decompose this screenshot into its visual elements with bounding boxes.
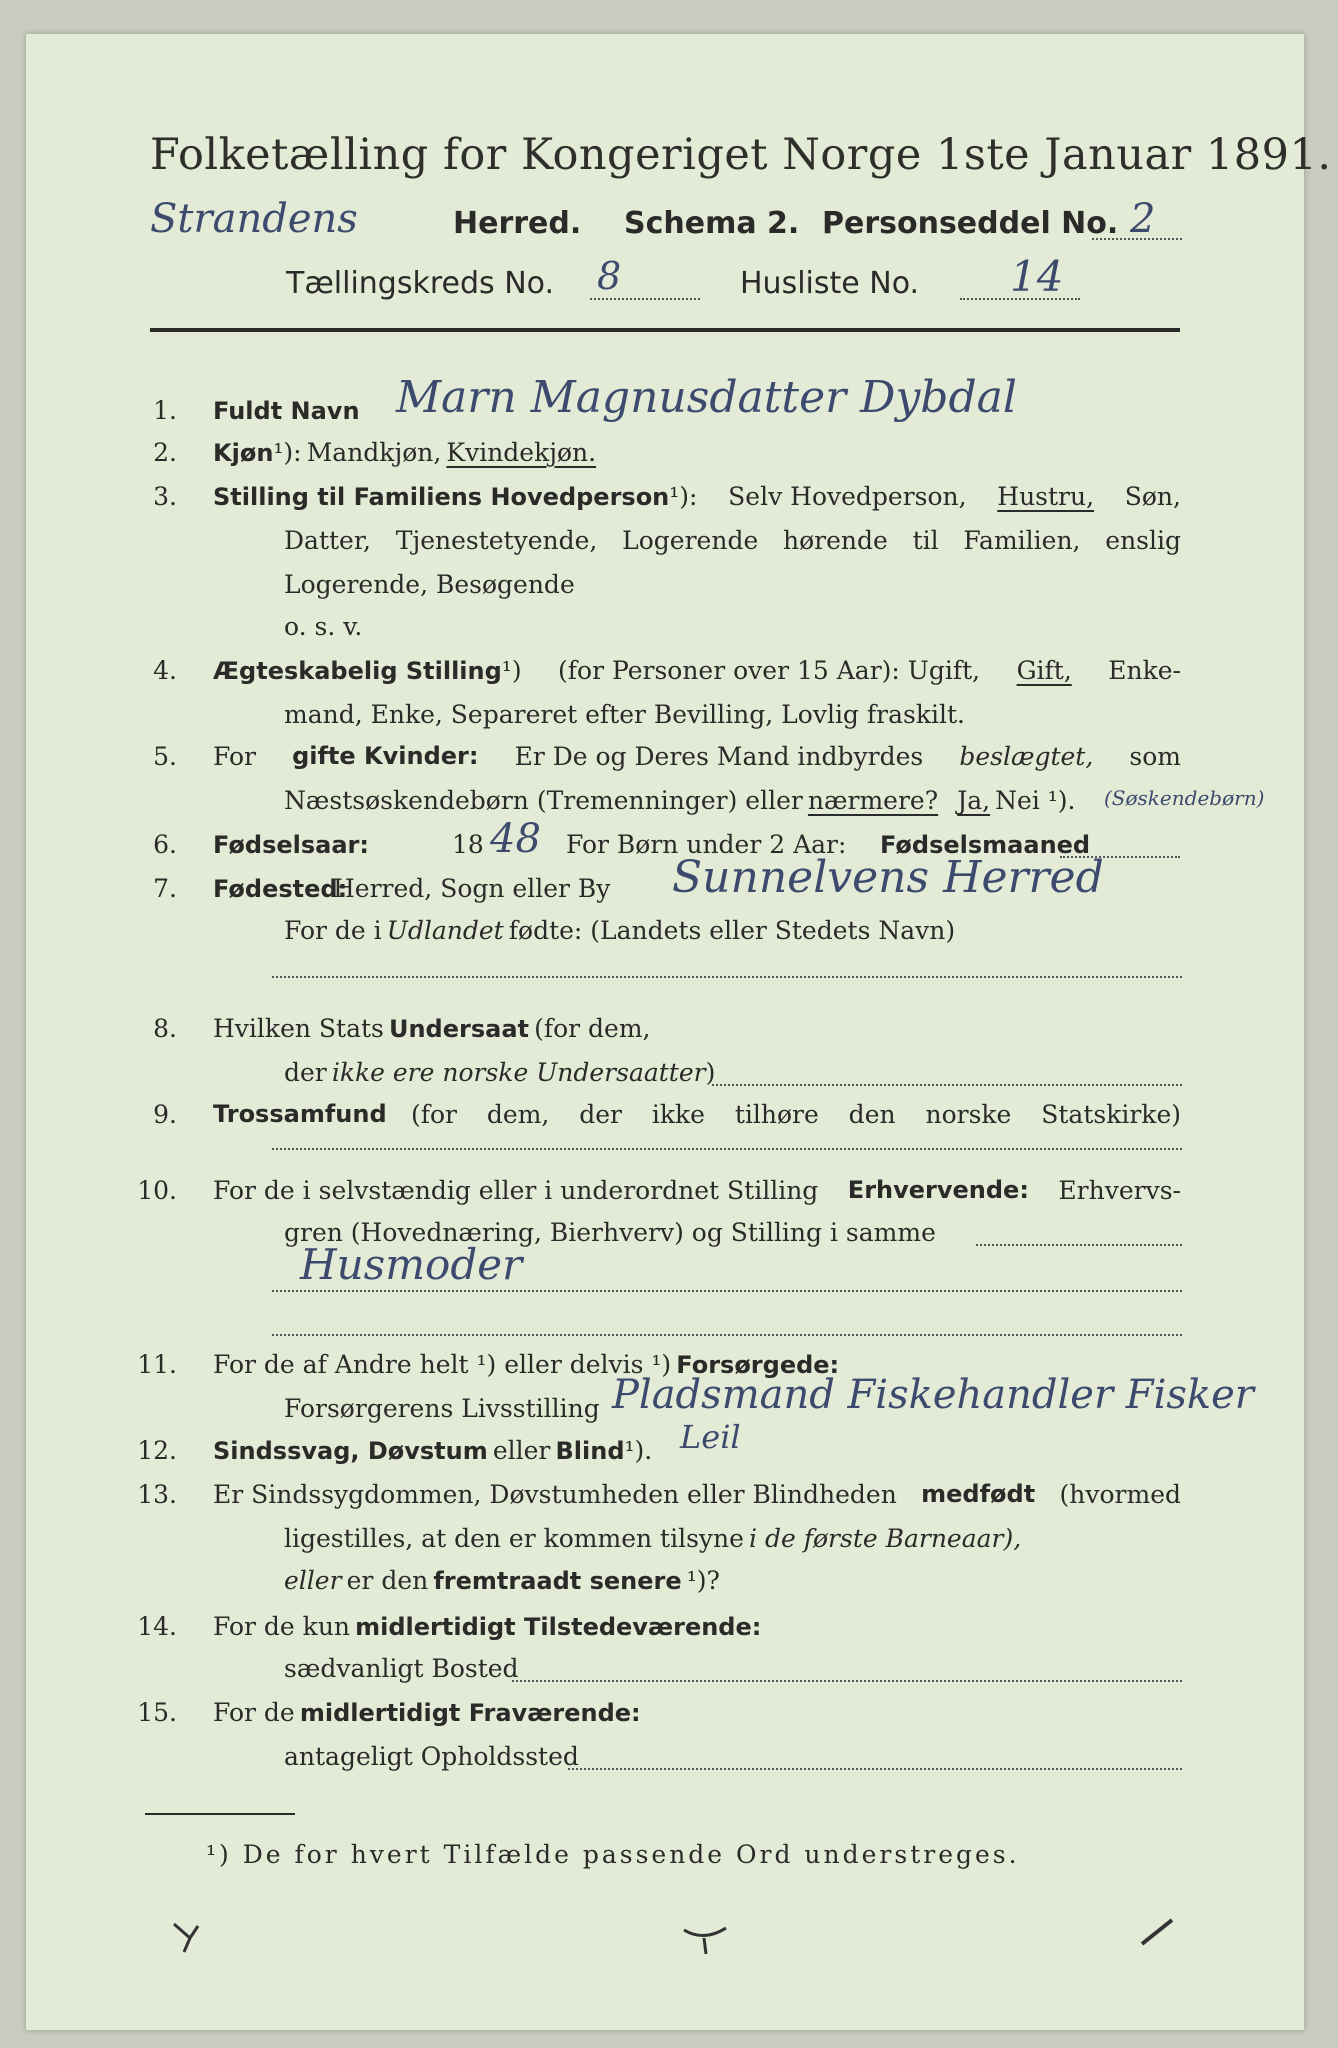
q12-label: Sindssvag, Døvstum (213, 1437, 488, 1465)
footnote-rule (145, 1813, 295, 1815)
q8-line-2 (284, 1058, 715, 1087)
q13-italic-2: eller (284, 1566, 342, 1595)
q8-text-l2b: ) (705, 1058, 716, 1087)
q3-line-4: o. s. v. (284, 612, 363, 641)
q6-label: Fødselsaar: (213, 831, 369, 859)
personseddel-number-handwritten: 2 (1130, 196, 1156, 242)
kreds-number-handwritten: 8 (597, 254, 622, 298)
question-number: 11. (137, 1350, 177, 1379)
q14-line-1 (213, 1612, 761, 1641)
q13-text-l3a: er den (346, 1566, 429, 1595)
herred-label: Herred. (453, 206, 582, 241)
q5-text-a: For (213, 742, 256, 771)
header-rule (150, 328, 1180, 332)
q5-line-1 (213, 742, 1181, 771)
footnote: ¹) De for hvert Tilfælde passende Ord understreges. (206, 1840, 1020, 1869)
dotted-line (272, 1334, 1182, 1336)
q8-bold: Undersaat (388, 1015, 529, 1043)
q3-option-hustru-underlined: Hustru, (997, 482, 1095, 511)
q7-text-l2b: fødte: (Landets eller Stedets Navn) (508, 916, 956, 945)
q4-text-b: Enke- (1108, 656, 1181, 685)
q5-bold: gifte Kvinder: (292, 742, 479, 770)
municipality-handwritten: Strandens (150, 196, 358, 242)
question-number: 7. (153, 874, 177, 903)
dotted-line (976, 1244, 1182, 1246)
dotted-line (1092, 238, 1182, 240)
q12-label-2: Blind (555, 1437, 625, 1465)
husliste-number-handwritten: 14 (1010, 252, 1064, 301)
q10-text-a: For de i selvstændig eller i underordnet Stilling (213, 1176, 819, 1205)
q10-line-1 (213, 1176, 1181, 1205)
schema-label: Schema 2. (624, 206, 800, 241)
q14-line-2: sædvanligt Bosted (284, 1654, 519, 1683)
q12-mid: eller (492, 1436, 551, 1465)
q13-italic: i de første Barneaar), (749, 1524, 1022, 1553)
question-number: 3. (153, 482, 177, 511)
q15-line-1 (213, 1698, 641, 1727)
dotted-line (712, 1084, 1182, 1086)
q3-sup: ¹): (669, 482, 698, 511)
q4-line-1 (213, 656, 1181, 685)
q5-italic: beslægtet, (959, 742, 1094, 771)
corner-mark (1138, 1912, 1178, 1952)
q1-answer-handwritten: Marn Magnusdatter Dybdal (396, 372, 1017, 423)
q8-text-a: Hvilken Stats (213, 1014, 384, 1043)
q3-option-self: Selv Hovedperson, (728, 482, 967, 511)
husliste-label: Husliste No. (740, 266, 920, 301)
q2-label: Kjøn (213, 439, 274, 467)
q8-text-l2a: der (284, 1058, 327, 1087)
q7-text-l2a: For de i (284, 916, 382, 945)
q8-line-1 (213, 1014, 650, 1043)
q13-bold: medfødt (921, 1480, 1036, 1508)
q7-text-a: Herred, Sogn eller By (333, 874, 611, 903)
q3-line-3: Logerende, Besøgende (284, 570, 575, 599)
q7-italic: Udlandet (386, 916, 504, 945)
kreds-label: Tællingskreds No. (286, 266, 554, 301)
dotted-line (272, 976, 1182, 978)
q8-text-b: (for dem, (534, 1014, 651, 1043)
q1-label: Fuldt Navn (213, 397, 360, 425)
q8-italic: ikke ere norske Undersaatter (331, 1058, 706, 1087)
q10-text-b: Erhvervs- (1058, 1176, 1181, 1205)
q13-text-a: Er Sindssygdommen, Døvstumheden eller Blindheden (213, 1480, 897, 1509)
question-number: 1. (153, 396, 177, 425)
q7-line-2 (284, 916, 955, 945)
q15-bold: midlertidigt Fraværende: (299, 1699, 641, 1727)
q6-year-handwritten: 48 (490, 816, 541, 862)
question-number: 5. (153, 742, 177, 771)
q13-line-3 (284, 1566, 720, 1595)
q5-text-b: Er De og Deres Mand indbyrdes (514, 742, 924, 771)
q12-sup: ¹). (624, 1436, 653, 1465)
q3-label: Stilling til Familiens Hovedperson (213, 483, 670, 511)
q9-line (213, 1100, 1181, 1129)
q6-text-b: For Børn under 2 Aar: (566, 830, 847, 859)
q2-line (213, 438, 596, 467)
q15-text-a: For de (213, 1698, 295, 1727)
corner-mark (170, 1918, 210, 1958)
q4-label: Ægteskabelig Stilling (213, 657, 502, 685)
dotted-line (960, 298, 1080, 300)
q5-option-ja-underlined: Ja, (957, 786, 991, 815)
q6-bold: Fødselsmaaned (880, 831, 1091, 859)
q11-line-2: Forsørgerens Livsstilling (284, 1394, 600, 1423)
q11-text-a: For de af Andre helt ¹) eller delvis ¹) (213, 1350, 672, 1379)
q10-answer-handwritten: Husmoder (300, 1240, 523, 1289)
q4-line-2: mand, Enke, Separeret efter Bevilling, Lovlig fraskilt. (284, 700, 965, 729)
question-number: 13. (137, 1480, 177, 1509)
q3-option-son: Søn, (1124, 482, 1181, 511)
q3-line-1 (213, 482, 1181, 511)
question-number: 2. (153, 438, 177, 467)
q4-sup: ¹) (501, 656, 522, 685)
q4-option-gift-underlined: Gift, (1016, 656, 1072, 685)
question-number: 4. (153, 656, 177, 685)
q5-text-l2b: Nei ¹). (995, 786, 1076, 815)
q4-text-a: (for Personer over 15 Aar): Ugift, (558, 656, 981, 685)
q13-text-l3b: ¹)? (686, 1566, 720, 1595)
dotted-line (272, 1148, 1182, 1150)
question-number: 15. (137, 1698, 177, 1727)
q5-option-naermere-underlined: nærmere? (807, 786, 939, 815)
personseddel-label: Personseddel No. (822, 206, 1119, 241)
q5-text-c: som (1129, 742, 1181, 771)
q2-sup: ¹): (273, 438, 302, 467)
form-title: Folketælling for Kongeriget Norge 1ste Januar 1891. (150, 130, 1332, 180)
q14-text-a: For de kun (213, 1612, 351, 1641)
q2-option-female-underlined: Kvindekjøn. (446, 438, 597, 467)
question-number: 10. (137, 1176, 177, 1205)
q15-line-2: antageligt Opholdssted (284, 1742, 579, 1771)
q11-bold: Forsørgede: (676, 1351, 840, 1379)
question-number: 12. (137, 1436, 177, 1465)
dotted-line (568, 1768, 1182, 1770)
q11-answer-handwritten: Pladsmand Fiskehandler Fisker (612, 1372, 1254, 1418)
q5-answer-handwritten: (Søskendebørn) (1104, 786, 1265, 810)
question-number: 14. (137, 1612, 177, 1641)
q13-text-l2a: ligestilles, at den er kommen tilsyne (284, 1524, 744, 1553)
q13-line-2 (284, 1524, 1021, 1553)
question-number: 9. (153, 1100, 177, 1129)
q5-line-2 (284, 786, 1076, 815)
q3-line-2: Datter, Tjenestetyende, Logerende hørende til Familien, enslig (284, 526, 1181, 555)
q9-text: (for dem, der ikke tilhøre den norske Statskirke) (411, 1100, 1181, 1129)
q5-text-l2a: Næstsøskendebørn (Tremenninger) eller (284, 786, 803, 815)
q10-line-2: gren (Hovednæring, Bierhverv) og Stilling i samme (284, 1218, 936, 1247)
q10-bold: Erhvervende: (847, 1176, 1029, 1204)
q7-answer-handwritten: Sunnelvens Herred (672, 852, 1104, 903)
q13-line-1 (213, 1480, 1181, 1509)
q6-prefix: 18 (452, 830, 484, 859)
q12-answer-handwritten: Leil (680, 1418, 741, 1456)
question-number: 6. (153, 830, 177, 859)
dotted-line (590, 298, 700, 300)
q13-text-b: (hvormed (1059, 1480, 1181, 1509)
q13-bold-2: fremtraadt senere (433, 1567, 682, 1595)
q12-line (213, 1436, 652, 1465)
question-number: 8. (153, 1014, 177, 1043)
q9-label: Trossamfund (213, 1100, 387, 1128)
q2-option-male: Mandkjøn, (306, 438, 442, 467)
q14-bold: midlertidigt Tilstedeværende: (355, 1613, 762, 1641)
dotted-line (512, 1680, 1182, 1682)
dotted-line (272, 1290, 1182, 1292)
corner-mark (680, 1920, 730, 1960)
q7-label: Fødested: (213, 875, 348, 903)
